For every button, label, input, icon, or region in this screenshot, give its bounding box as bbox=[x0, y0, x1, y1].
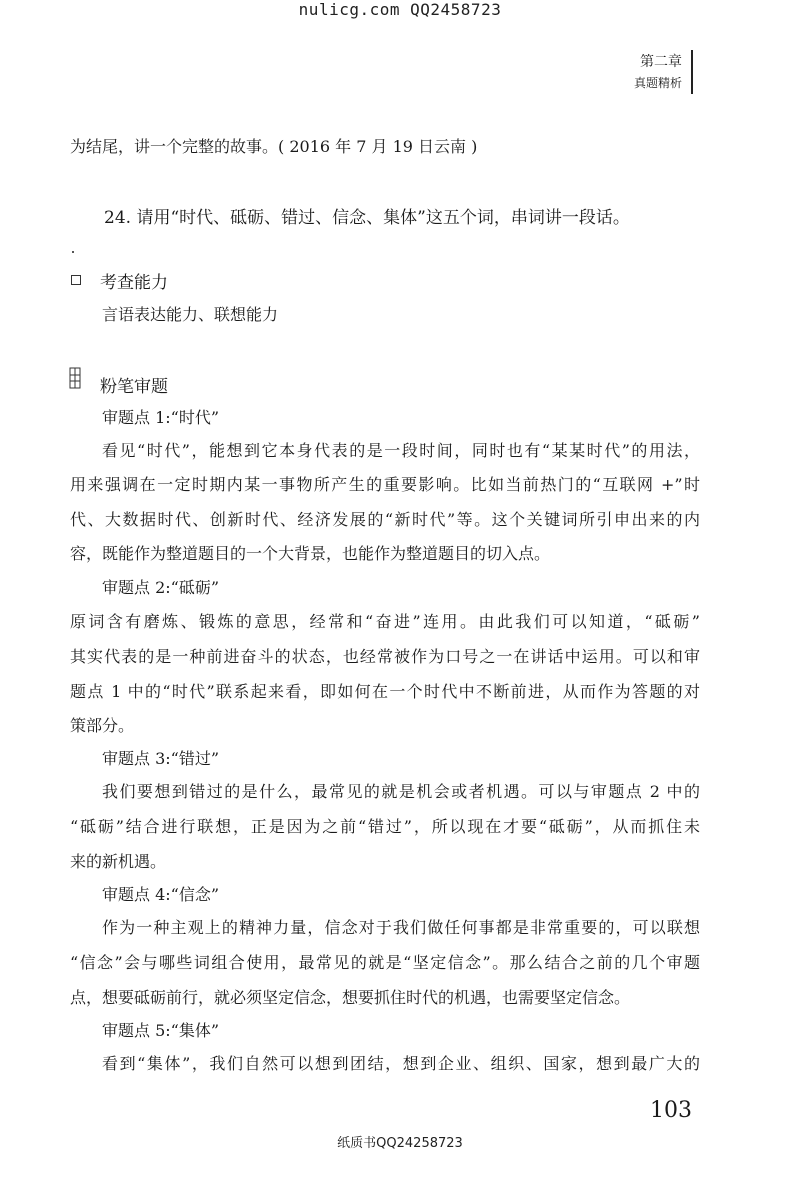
point-title: 审题点 1:“时代” bbox=[102, 408, 220, 427]
chapter-header bbox=[634, 52, 682, 94]
watermark-bottom: 纸质书QQ24258723 bbox=[337, 1136, 463, 1151]
page-number: 103 bbox=[650, 1098, 692, 1123]
point-line: 用来强调在一定时期内某一事物所产生的重要影响。比如当前热门的“互联网 +”时 bbox=[70, 475, 700, 494]
point-line: 点，想要砥砺前行，就必须坚定信念，想要抓住时代的机遇，也需要坚定信念。 bbox=[70, 988, 631, 1007]
point-line: 题点 1 中的“时代”联系起来看，即如何在一个时代中不断前进，从而作为答题的对 bbox=[70, 682, 700, 701]
ability-text: 言语表达能力、联想能力 bbox=[102, 305, 279, 324]
point-line: 作为一种主观上的精神力量，信念对于我们做任何事都是非常重要的，可以联想 bbox=[102, 918, 700, 937]
point-line: 来的新机遇。 bbox=[70, 852, 167, 871]
checkbox-square-icon bbox=[71, 275, 81, 285]
point-line: “砥砺”结合进行联想，正是因为之前“错过”，所以现在才要“砥砺”，从而抓住未 bbox=[70, 817, 700, 836]
point-title: 审题点 4:“信念” bbox=[102, 885, 220, 904]
chapter-subtitle: 真题精析 bbox=[633, 76, 682, 90]
point-title: 审题点 3:“错过” bbox=[102, 749, 220, 768]
question-24: 24. 请用“时代、砥砺、错过、信念、集体”这五个词，串词讲一段话。 bbox=[104, 208, 630, 228]
point-line: 看到“集体”，我们自然可以想到团结，想到企业、组织、国家，想到最广大的 bbox=[102, 1054, 700, 1073]
point-title: 审题点 2:“砥砺” bbox=[102, 578, 220, 597]
stray-dot bbox=[72, 251, 74, 253]
point-line: 容，既能作为整道题目的一个大背景，也能作为整道题目的切入点。 bbox=[70, 544, 551, 563]
point-line: 代、大数据时代、创新时代、经济发展的“新时代”等。这个关键词所引申出来的内 bbox=[70, 510, 700, 529]
analysis-grid-icon bbox=[69, 367, 81, 389]
analysis-heading: 粉笔审题 bbox=[100, 377, 168, 397]
point-line: 其实代表的是一种前进奋斗的状态，也经常被作为口号之一在讲话中运用。可以和审 bbox=[70, 647, 700, 666]
chapter-title: 第二章 bbox=[640, 54, 682, 70]
point-line: “信念”会与哪些词组合使用，最常见的就是“坚定信念”。那么结合之前的几个审题 bbox=[70, 953, 700, 972]
point-line: 策部分。 bbox=[70, 716, 135, 735]
watermark-top: nulicg.com QQ2458723 bbox=[298, 0, 502, 19]
point-line: 看见“时代”，能想到它本身代表的是一段时间，同时也有“某某时代”的用法， bbox=[102, 441, 700, 460]
point-title: 审题点 5:“集体” bbox=[102, 1021, 220, 1040]
ability-heading: 考查能力 bbox=[100, 273, 168, 293]
point-line: 我们要想到错过的是什么，最常见的就是机会或者机遇。可以与审题点 2 中的 bbox=[102, 782, 700, 801]
chapter-rule bbox=[691, 50, 693, 94]
previous-question-tail: 为结尾，讲一个完整的故事。( 2016 年 7 月 19 日云南 ) bbox=[70, 137, 478, 156]
point-line: 原词含有磨炼、锻炼的意思，经常和“奋进”连用。由此我们可以知道，“砥砺” bbox=[70, 612, 700, 631]
